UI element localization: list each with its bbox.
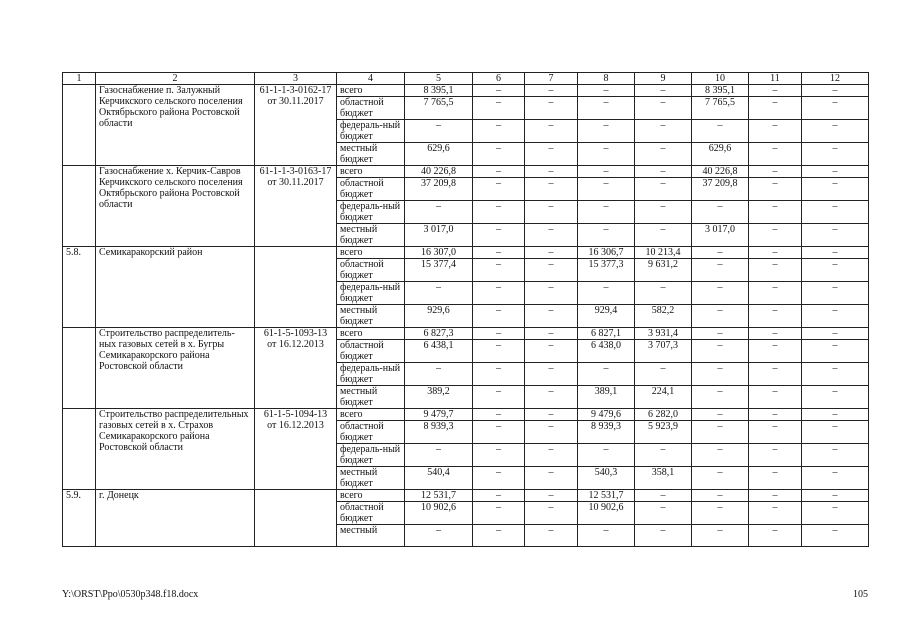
- amount-cell: –: [405, 363, 473, 386]
- amount-cell: –: [525, 166, 578, 178]
- amount-cell: –: [635, 201, 692, 224]
- amount-cell: –: [578, 224, 635, 247]
- funding-source-cell: местный: [337, 525, 405, 547]
- amount-cell: –: [525, 178, 578, 201]
- amount-cell: 40 226,8: [405, 166, 473, 178]
- permit-code-cell: [255, 490, 337, 547]
- amount-cell: –: [802, 166, 869, 178]
- amount-cell: –: [473, 421, 525, 444]
- amount-cell: –: [578, 97, 635, 120]
- amount-cell: 10 213,4: [635, 247, 692, 259]
- funding-source-cell: областной бюджет: [337, 421, 405, 444]
- row-number-cell: 5.9.: [63, 490, 96, 547]
- funding-source-cell: федераль-ный бюджет: [337, 282, 405, 305]
- amount-cell: –: [749, 444, 802, 467]
- amount-cell: –: [802, 305, 869, 328]
- amount-cell: –: [578, 178, 635, 201]
- amount-cell: –: [473, 490, 525, 502]
- amount-cell: 540,3: [578, 467, 635, 490]
- amount-cell: –: [578, 143, 635, 166]
- object-name-cell: г. Донецк: [96, 490, 255, 547]
- amount-cell: 10 902,6: [578, 502, 635, 525]
- amount-cell: –: [525, 363, 578, 386]
- amount-cell: 3 707,3: [635, 340, 692, 363]
- amount-cell: –: [473, 143, 525, 166]
- table-row: [63, 247, 869, 259]
- amount-cell: 15 377,3: [578, 259, 635, 282]
- amount-cell: –: [802, 421, 869, 444]
- amount-cell: –: [692, 201, 749, 224]
- amount-cell: 37 209,8: [692, 178, 749, 201]
- amount-cell: –: [749, 178, 802, 201]
- amount-cell: –: [802, 502, 869, 525]
- document-path: Y:\ORST\Ppo\0530p348.f18.docx: [62, 589, 199, 600]
- table-row: [63, 85, 869, 97]
- amount-cell: –: [802, 201, 869, 224]
- funding-source-cell: всего: [337, 490, 405, 502]
- amount-cell: –: [692, 259, 749, 282]
- amount-cell: –: [473, 166, 525, 178]
- amount-cell: –: [749, 467, 802, 490]
- amount-cell: –: [749, 224, 802, 247]
- amount-cell: –: [525, 444, 578, 467]
- amount-cell: 12 531,7: [578, 490, 635, 502]
- amount-cell: –: [578, 85, 635, 97]
- amount-cell: –: [802, 386, 869, 409]
- amount-cell: –: [802, 444, 869, 467]
- column-number-cell: 8: [578, 73, 635, 85]
- amount-cell: –: [802, 328, 869, 340]
- amount-cell: –: [802, 490, 869, 502]
- table-row: [63, 490, 869, 502]
- table-row: [63, 409, 869, 421]
- amount-cell: –: [692, 363, 749, 386]
- amount-cell: –: [525, 409, 578, 421]
- amount-cell: –: [635, 224, 692, 247]
- amount-cell: 6 438,0: [578, 340, 635, 363]
- amount-cell: 8 395,1: [692, 85, 749, 97]
- amount-cell: –: [749, 525, 802, 547]
- amount-cell: 9 631,2: [635, 259, 692, 282]
- amount-cell: –: [578, 525, 635, 547]
- column-number-cell: 11: [749, 73, 802, 85]
- amount-cell: –: [802, 259, 869, 282]
- amount-cell: –: [405, 525, 473, 547]
- amount-cell: –: [692, 340, 749, 363]
- amount-cell: –: [405, 444, 473, 467]
- funding-source-cell: всего: [337, 328, 405, 340]
- object-name-cell: Строительство распределительных газовых сетей в х. Страхов Семикаракорского района Ростовской области: [96, 409, 255, 490]
- amount-cell: 540,4: [405, 467, 473, 490]
- column-number-cell: 1: [63, 73, 96, 85]
- amount-cell: –: [692, 421, 749, 444]
- amount-cell: –: [473, 259, 525, 282]
- amount-cell: –: [749, 166, 802, 178]
- funding-source-cell: всего: [337, 409, 405, 421]
- amount-cell: –: [802, 85, 869, 97]
- amount-cell: 3 017,0: [692, 224, 749, 247]
- column-number-cell: 4: [337, 73, 405, 85]
- column-number-cell: 3: [255, 73, 337, 85]
- amount-cell: 6 827,1: [578, 328, 635, 340]
- amount-cell: 389,2: [405, 386, 473, 409]
- amount-cell: 6 438,1: [405, 340, 473, 363]
- funding-source-cell: областной бюджет: [337, 259, 405, 282]
- amount-cell: –: [635, 525, 692, 547]
- amount-cell: 7 765,5: [405, 97, 473, 120]
- amount-cell: –: [692, 409, 749, 421]
- amount-cell: –: [802, 247, 869, 259]
- amount-cell: –: [802, 97, 869, 120]
- amount-cell: –: [802, 409, 869, 421]
- object-name-cell: Газоснабжение х. Керчик-Савров Керчикского сельского поселения Октябрьского района Ростовской области: [96, 166, 255, 247]
- amount-cell: 3 017,0: [405, 224, 473, 247]
- amount-cell: –: [473, 467, 525, 490]
- amount-cell: 15 377,4: [405, 259, 473, 282]
- amount-cell: 16 306,7: [578, 247, 635, 259]
- amount-cell: –: [749, 305, 802, 328]
- amount-cell: –: [802, 467, 869, 490]
- amount-cell: –: [473, 409, 525, 421]
- amount-cell: –: [802, 282, 869, 305]
- object-name-cell: Газоснабжение п. Залужный Керчикского сельского поселения Октябрьского района Ростовской области: [96, 85, 255, 166]
- amount-cell: –: [525, 421, 578, 444]
- amount-cell: –: [749, 409, 802, 421]
- amount-cell: –: [578, 444, 635, 467]
- amount-cell: –: [635, 97, 692, 120]
- funding-source-cell: всего: [337, 166, 405, 178]
- amount-cell: 37 209,8: [405, 178, 473, 201]
- amount-cell: –: [525, 386, 578, 409]
- amount-cell: –: [635, 363, 692, 386]
- amount-cell: –: [525, 340, 578, 363]
- amount-cell: –: [802, 525, 869, 547]
- amount-cell: –: [473, 201, 525, 224]
- amount-cell: –: [635, 120, 692, 143]
- amount-cell: 929,6: [405, 305, 473, 328]
- amount-cell: 389,1: [578, 386, 635, 409]
- row-number-cell: [63, 85, 96, 166]
- amount-cell: –: [405, 201, 473, 224]
- amount-cell: 10 902,6: [405, 502, 473, 525]
- amount-cell: –: [473, 305, 525, 328]
- amount-cell: –: [473, 282, 525, 305]
- amount-cell: –: [692, 247, 749, 259]
- amount-cell: –: [473, 525, 525, 547]
- amount-cell: –: [525, 85, 578, 97]
- amount-cell: –: [802, 340, 869, 363]
- amount-cell: –: [635, 490, 692, 502]
- amount-cell: –: [473, 386, 525, 409]
- amount-cell: –: [692, 502, 749, 525]
- funding-source-cell: областной бюджет: [337, 502, 405, 525]
- amount-cell: 40 226,8: [692, 166, 749, 178]
- amount-cell: –: [473, 340, 525, 363]
- amount-cell: –: [635, 444, 692, 467]
- amount-cell: –: [749, 247, 802, 259]
- page-number: 105: [853, 589, 868, 600]
- funding-source-cell: областной бюджет: [337, 340, 405, 363]
- amount-cell: –: [578, 120, 635, 143]
- permit-code-cell: [255, 247, 337, 328]
- amount-cell: –: [692, 305, 749, 328]
- amount-cell: –: [692, 444, 749, 467]
- amount-cell: –: [802, 178, 869, 201]
- funding-source-cell: областной бюджет: [337, 178, 405, 201]
- amount-cell: –: [749, 143, 802, 166]
- amount-cell: 5 923,9: [635, 421, 692, 444]
- amount-cell: –: [525, 328, 578, 340]
- funding-source-cell: федераль-ный бюджет: [337, 201, 405, 224]
- amount-cell: –: [749, 85, 802, 97]
- amount-cell: 16 307,0: [405, 247, 473, 259]
- amount-cell: –: [525, 224, 578, 247]
- amount-cell: –: [802, 143, 869, 166]
- funding-source-cell: всего: [337, 85, 405, 97]
- amount-cell: 6 282,0: [635, 409, 692, 421]
- funding-source-cell: федераль-ный бюджет: [337, 444, 405, 467]
- amount-cell: –: [749, 363, 802, 386]
- row-number-cell: [63, 166, 96, 247]
- amount-cell: –: [802, 363, 869, 386]
- row-number-cell: [63, 328, 96, 409]
- permit-code-cell: 61-1-5-1094-13 от 16.12.2013: [255, 409, 337, 490]
- amount-cell: –: [749, 201, 802, 224]
- amount-cell: –: [525, 120, 578, 143]
- budget-table: [62, 72, 869, 547]
- amount-cell: –: [405, 282, 473, 305]
- amount-cell: 9 479,7: [405, 409, 473, 421]
- amount-cell: –: [525, 490, 578, 502]
- amount-cell: 224,1: [635, 386, 692, 409]
- column-number-cell: 2: [96, 73, 255, 85]
- table-row: [63, 328, 869, 340]
- amount-cell: 8 939,3: [405, 421, 473, 444]
- amount-cell: 8 939,3: [578, 421, 635, 444]
- amount-cell: –: [473, 247, 525, 259]
- amount-cell: –: [473, 178, 525, 201]
- amount-cell: –: [749, 340, 802, 363]
- amount-cell: –: [473, 444, 525, 467]
- amount-cell: 6 827,3: [405, 328, 473, 340]
- column-number-cell: 9: [635, 73, 692, 85]
- amount-cell: –: [525, 259, 578, 282]
- table-row: [63, 166, 869, 178]
- amount-cell: 8 395,1: [405, 85, 473, 97]
- amount-cell: –: [525, 282, 578, 305]
- funding-source-cell: областной бюджет: [337, 97, 405, 120]
- funding-source-cell: федераль-ный бюджет: [337, 363, 405, 386]
- amount-cell: –: [578, 363, 635, 386]
- amount-cell: 7 765,5: [692, 97, 749, 120]
- amount-cell: –: [802, 224, 869, 247]
- column-number-cell: 7: [525, 73, 578, 85]
- funding-source-cell: местный бюджет: [337, 143, 405, 166]
- amount-cell: –: [525, 525, 578, 547]
- amount-cell: –: [635, 85, 692, 97]
- amount-cell: –: [692, 120, 749, 143]
- amount-cell: –: [692, 490, 749, 502]
- amount-cell: –: [473, 328, 525, 340]
- column-number-cell: 6: [473, 73, 525, 85]
- amount-cell: –: [525, 97, 578, 120]
- amount-cell: 12 531,7: [405, 490, 473, 502]
- table-body: [63, 73, 869, 547]
- amount-cell: –: [635, 143, 692, 166]
- amount-cell: –: [749, 97, 802, 120]
- amount-cell: –: [749, 282, 802, 305]
- amount-cell: –: [749, 421, 802, 444]
- amount-cell: –: [635, 178, 692, 201]
- amount-cell: –: [525, 467, 578, 490]
- amount-cell: –: [525, 247, 578, 259]
- permit-code-cell: 61-1-5-1093-13 от 16.12.2013: [255, 328, 337, 409]
- amount-cell: 629,6: [692, 143, 749, 166]
- amount-cell: 929,4: [578, 305, 635, 328]
- amount-cell: –: [749, 328, 802, 340]
- row-number-cell: [63, 409, 96, 490]
- funding-source-cell: местный бюджет: [337, 305, 405, 328]
- column-number-cell: 10: [692, 73, 749, 85]
- amount-cell: –: [473, 502, 525, 525]
- amount-cell: –: [473, 363, 525, 386]
- amount-cell: –: [749, 120, 802, 143]
- amount-cell: –: [473, 85, 525, 97]
- column-number-header-row: [63, 73, 869, 85]
- amount-cell: –: [635, 166, 692, 178]
- amount-cell: –: [578, 166, 635, 178]
- column-number-cell: 5: [405, 73, 473, 85]
- amount-cell: –: [749, 502, 802, 525]
- funding-source-cell: всего: [337, 247, 405, 259]
- amount-cell: 9 479,6: [578, 409, 635, 421]
- amount-cell: –: [692, 386, 749, 409]
- amount-cell: –: [525, 502, 578, 525]
- amount-cell: –: [749, 259, 802, 282]
- amount-cell: –: [578, 282, 635, 305]
- funding-source-cell: местный бюджет: [337, 467, 405, 490]
- funding-source-cell: федераль-ный бюджет: [337, 120, 405, 143]
- amount-cell: –: [749, 490, 802, 502]
- amount-cell: –: [692, 525, 749, 547]
- amount-cell: –: [635, 282, 692, 305]
- amount-cell: 629,6: [405, 143, 473, 166]
- amount-cell: –: [578, 201, 635, 224]
- funding-source-cell: местный бюджет: [337, 386, 405, 409]
- amount-cell: –: [525, 143, 578, 166]
- amount-cell: –: [692, 467, 749, 490]
- amount-cell: –: [473, 97, 525, 120]
- object-name-cell: Строительство распределитель-ных газовых сетей в х. Бугры Семикаракорского района Ростовской области: [96, 328, 255, 409]
- amount-cell: –: [405, 120, 473, 143]
- permit-code-cell: 61-1-1-3-0163-17 от 30.11.2017: [255, 166, 337, 247]
- amount-cell: –: [692, 282, 749, 305]
- amount-cell: 582,2: [635, 305, 692, 328]
- amount-cell: –: [473, 224, 525, 247]
- amount-cell: –: [802, 120, 869, 143]
- amount-cell: –: [635, 502, 692, 525]
- amount-cell: 358,1: [635, 467, 692, 490]
- object-name-cell: Семикаракорский район: [96, 247, 255, 328]
- column-number-cell: 12: [802, 73, 869, 85]
- amount-cell: 3 931,4: [635, 328, 692, 340]
- amount-cell: –: [692, 328, 749, 340]
- amount-cell: –: [525, 305, 578, 328]
- amount-cell: –: [473, 120, 525, 143]
- amount-cell: –: [525, 201, 578, 224]
- funding-source-cell: местный бюджет: [337, 224, 405, 247]
- permit-code-cell: 61-1-1-3-0162-17 от 30.11.2017: [255, 85, 337, 166]
- amount-cell: –: [749, 386, 802, 409]
- row-number-cell: 5.8.: [63, 247, 96, 328]
